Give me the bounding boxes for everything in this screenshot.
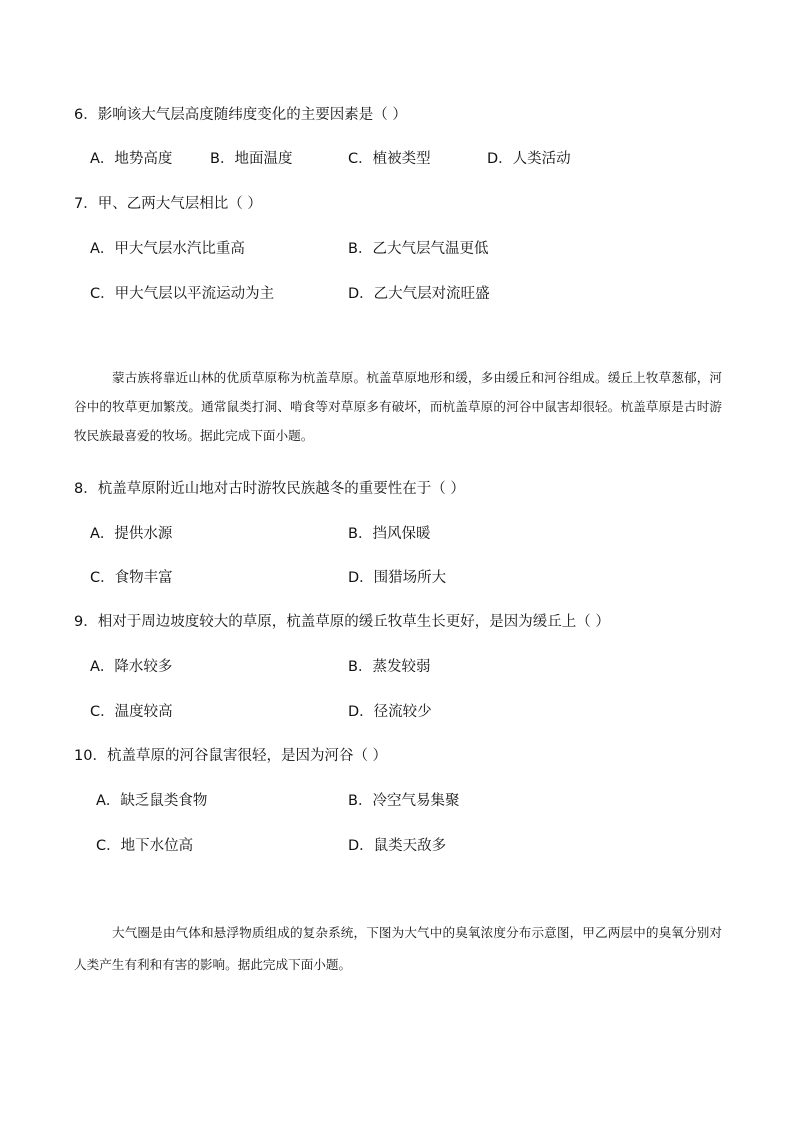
question-7-option-c: C．甲大气层以平流运动为主 xyxy=(90,286,275,302)
question-6-stem: 6．影响该大气层高度随纬度变化的主要因素是（ ） xyxy=(74,107,407,123)
question-10-option-d: D．鼠类天敌多 xyxy=(348,838,447,854)
question-10-option-a: A．缺乏鼠类食物 xyxy=(96,793,208,809)
question-8-option-c: C．食物丰富 xyxy=(90,570,173,586)
question-6-option-a: A．地势高度 xyxy=(90,151,173,167)
question-6-option-c: C．植被类型 xyxy=(348,151,431,167)
question-6-option-b: B．地面温度 xyxy=(210,151,293,167)
question-8-option-a: A．提供水源 xyxy=(90,526,173,542)
question-7-option-d: D．乙大气层对流旺盛 xyxy=(348,286,490,302)
question-7-stem: 7．甲、乙两大气层相比（ ） xyxy=(74,196,262,212)
question-10-option-b: B．冷空气易集聚 xyxy=(348,793,460,809)
question-10-option-c: C．地下水位高 xyxy=(96,838,194,854)
question-8-stem: 8．杭盖草原附近山地对古时游牧民族越冬的重要性在于（ ） xyxy=(74,481,465,497)
reading-passage-atmosphere: 大气圈是由气体和悬浮物质组成的复杂系统，下图为大气中的臭氧浓度分布示意图，甲乙两层中的臭氧分别对人类产生有利和有害的影响。据此完成下面小题。 xyxy=(74,925,722,972)
question-8-option-d: D．围猎场所大 xyxy=(348,570,447,586)
question-9-stem: 9．相对于周边坡度较大的草原，杭盖草原的缓丘牧草生长更好，是因为缓丘上（ ） xyxy=(74,614,610,630)
question-10-stem: 10．杭盖草原的河谷鼠害很轻，是因为河谷（ ） xyxy=(74,748,388,764)
question-7-option-b: B．乙大气层气温更低 xyxy=(348,241,489,257)
reading-passage-grassland: 蒙古族将靠近山林的优质草原称为杭盖草原。杭盖草原地形和缓，多由缓丘和河谷组成。缓丘上牧草葱郁，河谷中的牧草更加繁茂。通常鼠类打洞、啃食等对草原多有破坏，而杭盖草原的河谷中鼠害却很轻。杭盖草原是古时游牧民族最喜爱的牧场。据此完成下面小题。 xyxy=(74,370,722,443)
question-8-option-b: B．挡风保暖 xyxy=(348,526,431,542)
question-9-option-b: B．蒸发较弱 xyxy=(348,659,431,675)
question-6-option-d: D．人类活动 xyxy=(487,151,571,167)
question-9-option-d: D．径流较少 xyxy=(348,704,432,720)
question-7-option-a: A．甲大气层水汽比重高 xyxy=(90,241,245,257)
question-9-option-a: A．降水较多 xyxy=(90,659,173,675)
question-9-option-c: C．温度较高 xyxy=(90,704,173,720)
